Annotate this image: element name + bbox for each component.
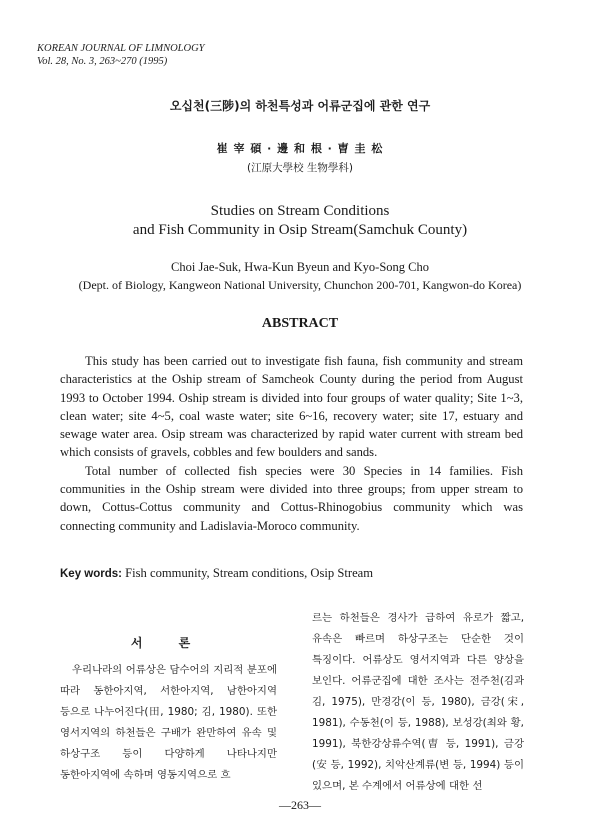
english-title-line1: Studies on Stream Conditions — [210, 203, 390, 219]
keywords — [60, 566, 373, 581]
journal-citation: Vol. 28, No. 3, 263~270 (1995) — [37, 56, 168, 67]
english-title-line2: and Fish Community in Osip Stream(Samchuk County) — [132, 222, 468, 238]
korean-title: 오십천(三陟)의 하천특성과 어류군집에 관한 연구 — [169, 99, 431, 113]
english-title — [0, 202, 600, 240]
page-number: —263— — [279, 798, 321, 812]
english-authors: Choi Jae-Suk, Hwa-Kun Byeun and Kyo-Song Cho — [171, 260, 429, 274]
english-affiliation: (Dept. of Biology, Kangweon National University, Chunchon 200-701, Kangwon-do Korea) — [78, 278, 522, 292]
journal-header — [37, 42, 205, 68]
abstract-paragraph: This study has been carried out to investigate fish fauna, fish community and stream characteristics at the Oship stream of Samcheok County during the period from August 1993 to October 1994. Oship stream is divided into four groups of water quality; Site 1~3, clean water; site 4~5, coal waste water; site 6~16, recovery water; site 17, estuary and sewage water area. Osip stream was characterized by rapid water current with stream bed which consists of gravels, cobbles and few boulders and sands. — [60, 354, 523, 460]
body-column-left — [60, 660, 277, 786]
abstract-body — [60, 352, 523, 535]
abstract-heading: ABSTRACT — [261, 316, 339, 331]
keywords-label: Key words: — [60, 568, 122, 580]
body-column-right — [312, 608, 524, 797]
body-paragraph: 르는 하천들은 경사가 급하여 유로가 짧고, 유속은 빠르며 하상구조는 단순한 것이 특징이다. 어류상도 영서지역과 다른 양상을 보인다. 어류군집에 대한 조사는 전주천(김과 김, 1975), 만경강(이 등, 1980), 금강(宋, 1981), 수동천(이 등, 1988), 보성강(최와 황, 1991), 북한강상류수역(曺 등, 1991), 금강(安 등, 1992), 치악산계류(변 등, 1994) 등이 있으며, 본 수계에서 어류상에 대한 선 — [312, 612, 524, 792]
keywords-text: Fish community, Stream conditions, Osip Stream — [122, 566, 374, 580]
journal-name: KOREAN JOURNAL OF LIMNOLOGY — [37, 43, 205, 54]
abstract-paragraph: Total number of collected fish species were 30 Species in 14 families. Fish communities in the Oship stream were divided into three groups; from upper stream to down, Cottus-Cottus community and Cottus-Rhinogobius community which was connecting community and Ladislavia-Moroco community. — [60, 463, 523, 533]
korean-authors: 崔 宰 碩 · 邊 和 根 · 曺 圭 松 — [216, 142, 384, 155]
korean-affiliation: (江原大學校 生物學科) — [246, 162, 354, 174]
section-heading-introduction: 서 론 — [130, 636, 207, 650]
body-paragraph: 우리나라의 어류상은 담수어의 지리적 분포에 따라 동한아지역, 서한아지역, 남한아지역 등으로 나누어진다(田, 1980; 김, 1980). 또한 영서지역의 하천들은 구배가 완만하여 유속 및 하상구조 등이 다양하게 나타나지만 동한아지역에 속하며 영동지역으로 흐 — [60, 664, 277, 781]
